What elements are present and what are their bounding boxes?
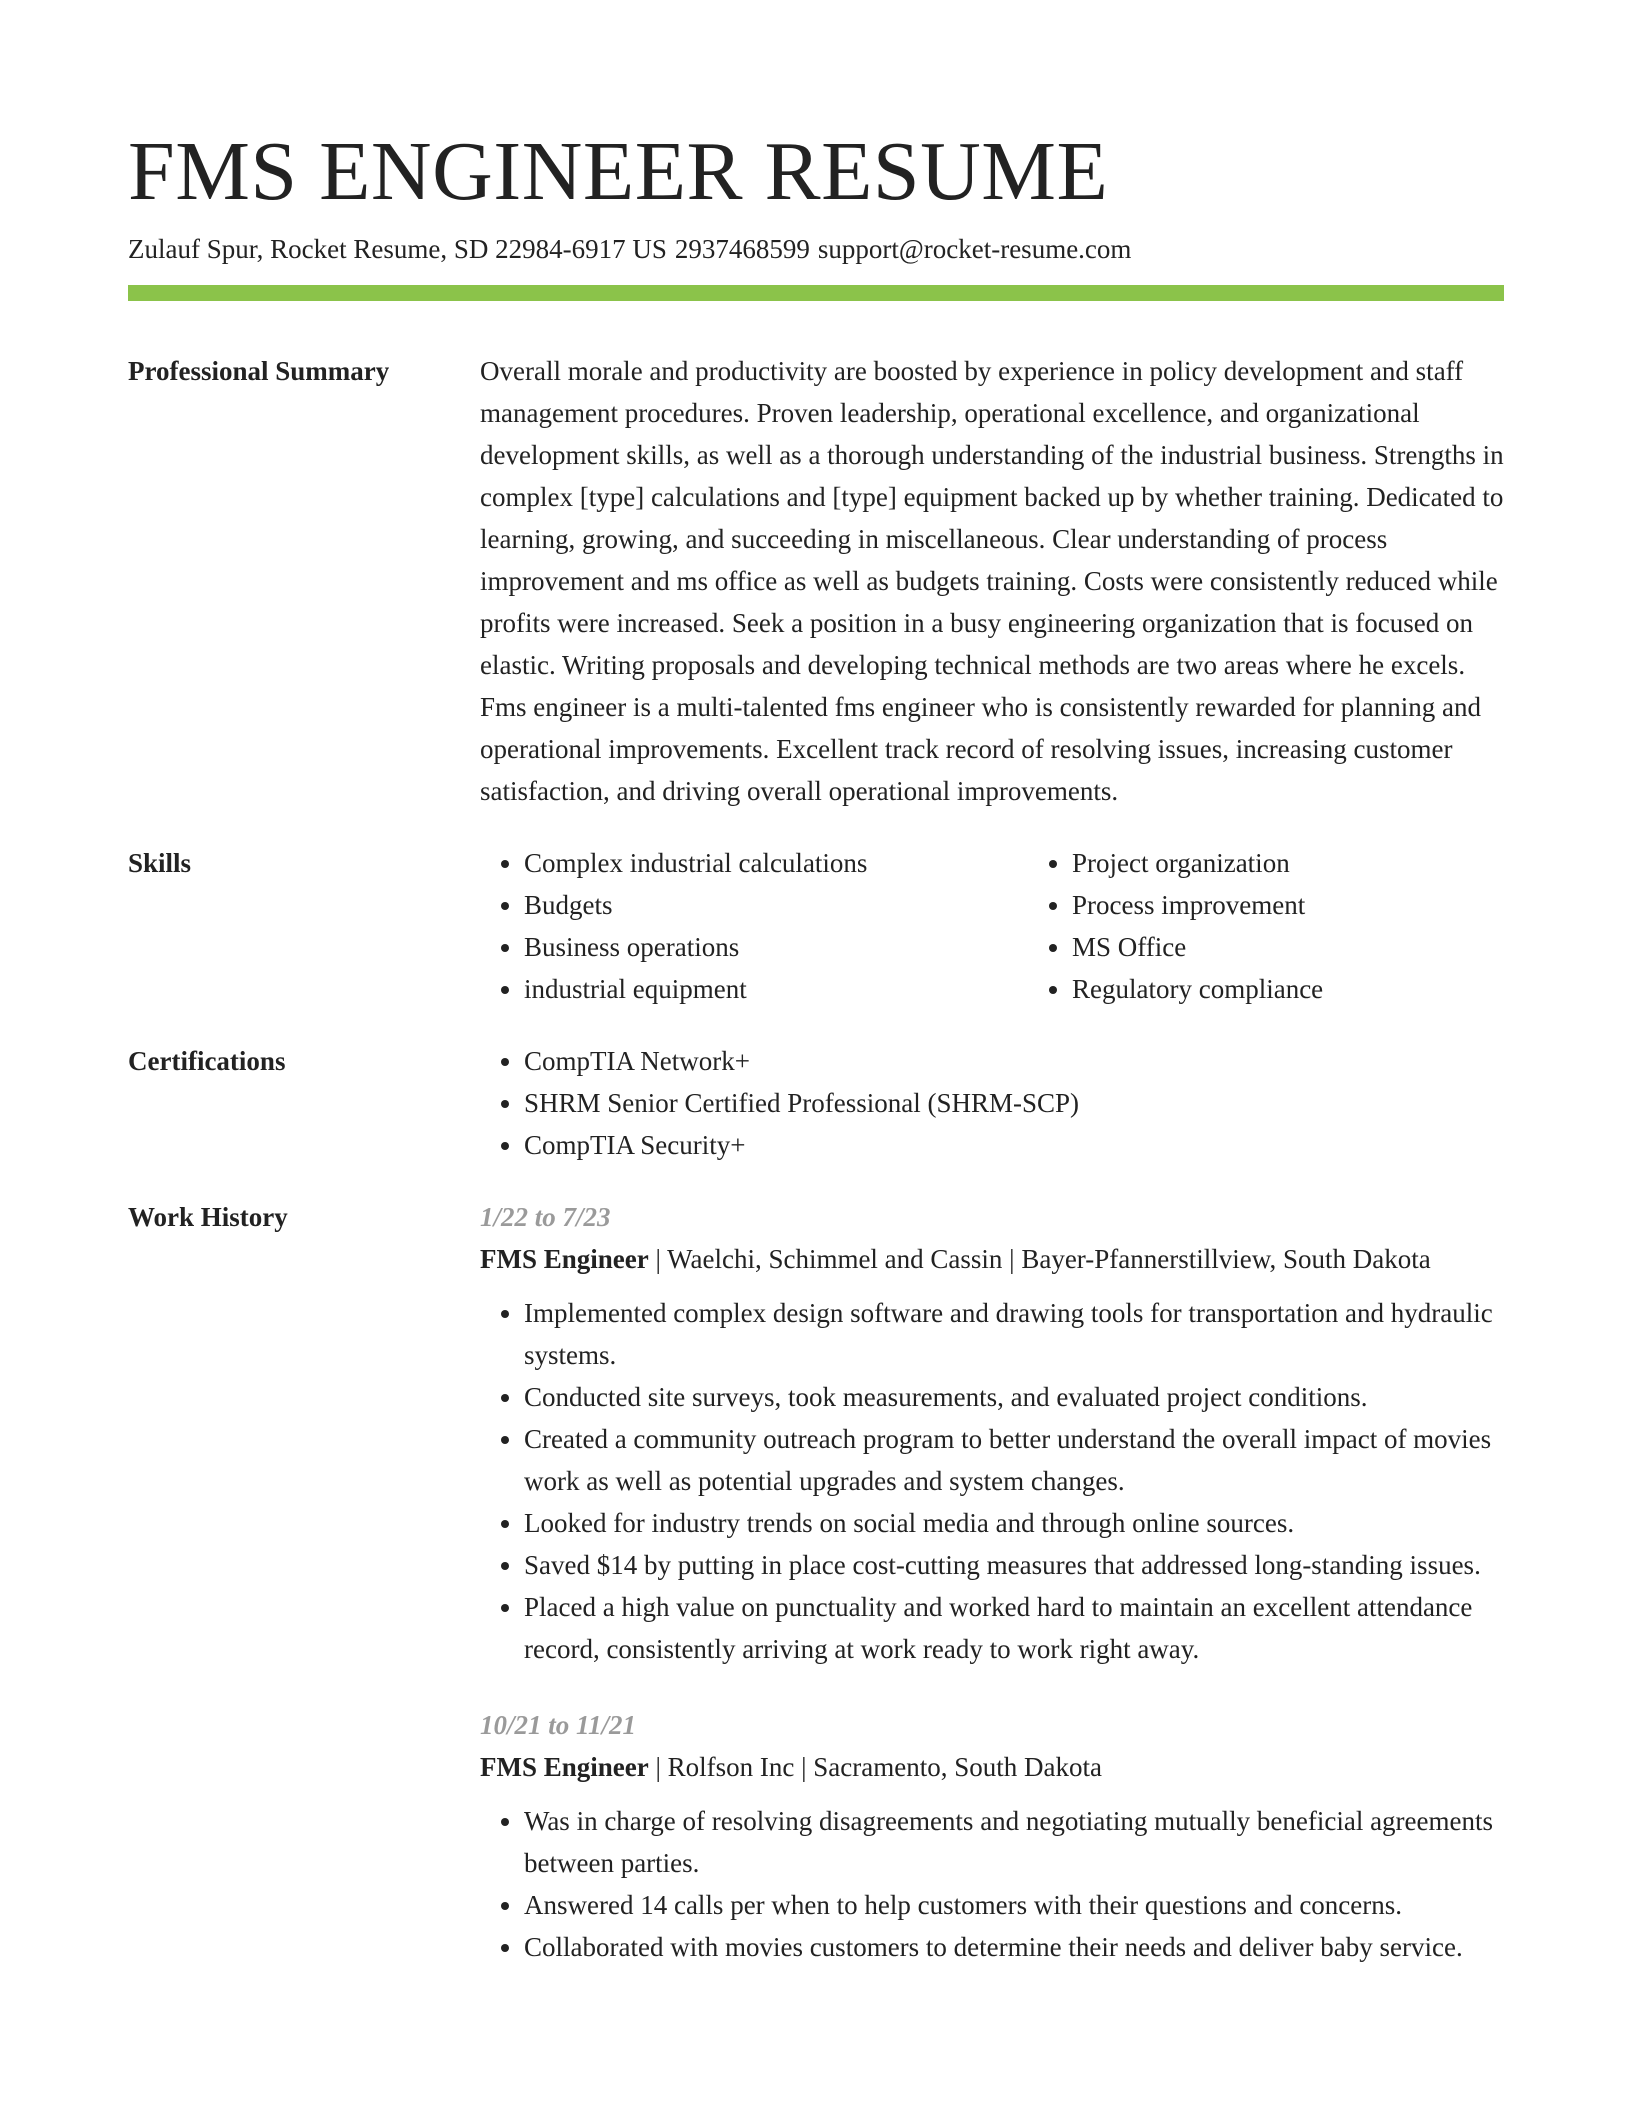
- job-bullet: • Created a community outreach program to better understand the overall impact of movies work as well as potential upgrades and system changes.: [524, 1418, 1504, 1502]
- skill-item: • Complex industrial calculations: [524, 842, 1028, 884]
- job-title: FMS Engineer: [480, 1752, 649, 1782]
- certifications-section: [128, 1040, 1504, 1166]
- contact-line: [128, 232, 1139, 266]
- job-heading: [480, 1238, 1504, 1280]
- certification-item: • SHRM Senior Certified Professional (SHRM-SCP): [524, 1082, 1504, 1124]
- section-label-certifications: Certifications: [128, 1046, 286, 1076]
- job-dates: 1/22 to 7/23: [480, 1202, 611, 1232]
- certifications-list: [480, 1040, 1504, 1166]
- work-history-body: [480, 1196, 1504, 2002]
- skill-item: • Business operations: [524, 926, 1028, 968]
- job-bullet: • Implemented complex design software and drawing tools for transportation and hydraulic systems.: [524, 1292, 1504, 1376]
- section-label-work-history: Work History: [128, 1202, 288, 1232]
- section-label-summary: Professional Summary: [128, 356, 390, 386]
- job-bullet: • Looked for industry trends on social media and through online sources.: [524, 1502, 1504, 1544]
- job-bullets: [480, 1800, 1504, 1968]
- job-entry: [480, 1196, 1504, 1670]
- job-bullet: • Placed a high value on punctuality and worked hard to maintain an excellent attendance record, consistently arriving at work ready to work right away.: [524, 1586, 1504, 1670]
- job-heading: [480, 1746, 1504, 1788]
- job-entry: [480, 1704, 1504, 1968]
- job-details: | Waelchi, Schimmel and Cassin | Bayer-Pfannerstillview, South Dakota: [648, 1244, 1431, 1274]
- job-details: | Rolfson Inc | Sacramento, South Dakota: [648, 1752, 1102, 1782]
- contact-phone: 2937468599: [674, 234, 810, 264]
- certifications-body: [480, 1040, 1504, 1166]
- skill-item: • MS Office: [1072, 926, 1576, 968]
- job-bullet: • Answered 14 calls per when to help customers with their questions and concerns.: [524, 1884, 1504, 1926]
- certification-item: • CompTIA Network+: [524, 1040, 1504, 1082]
- resume-content: [128, 350, 1504, 2032]
- skills-body: [480, 842, 1576, 1010]
- job-bullet: • Saved $14 by putting in place cost-cutting measures that addressed long-standing issues.: [524, 1544, 1504, 1586]
- job-bullet: • Collaborated with movies customers to determine their needs and deliver baby service.: [524, 1926, 1504, 1968]
- professional-summary-section: [128, 350, 1504, 812]
- summary-text: Overall morale and productivity are boosted by experience in policy development and staff management procedures. Proven leadership, operational excellence, and organizational development skills, as well as a thorough understanding of the industrial business. Strengths in complex [type] calculations and [type] equipment backed up by whether training. Dedicated to learning, growing, and succeeding in miscellaneous. Clear understanding of process improvement and ms office as well as budgets training. Costs were consistently reduced while profits were increased. Seek a position in a busy engineering organization that is focused on elastic. Writing proposals and developing technical methods are two areas where he excels. Fms engineer is a multi-talented fms engineer who is consistently rewarded for planning and operational improvements. Excellent track record of resolving issues, increasing customer satisfaction, and driving overall operational improvements.: [480, 356, 1504, 806]
- contact-email[interactable]: support@rocket-resume.com: [817, 234, 1132, 264]
- skill-item: • Project organization: [1072, 842, 1576, 884]
- certification-item: • CompTIA Security+: [524, 1124, 1504, 1166]
- skills-section: [128, 842, 1504, 1010]
- skill-item: • Regulatory compliance: [1072, 968, 1576, 1010]
- accent-divider: [128, 285, 1504, 301]
- job-bullets: [480, 1292, 1504, 1670]
- skills-columns: [480, 842, 1576, 1010]
- resume-title: FMS ENGINEER RESUME: [128, 125, 1109, 218]
- skills-list-left: [480, 842, 1028, 1010]
- contact-address: Zulauf Spur, Rocket Resume, SD 22984-6917 US: [128, 234, 667, 264]
- skill-item: • industrial equipment: [524, 968, 1028, 1010]
- work-history-section: [128, 1196, 1504, 2002]
- section-label-skills: Skills: [128, 848, 192, 878]
- skill-item: • Process improvement: [1072, 884, 1576, 926]
- skills-list-right: [1028, 842, 1576, 1010]
- job-dates: 10/21 to 11/21: [480, 1710, 637, 1740]
- job-title: FMS Engineer: [480, 1244, 649, 1274]
- summary-body: [480, 350, 1504, 812]
- job-bullet: • Was in charge of resolving disagreements and negotiating mutually beneficial agreements between parties.: [524, 1800, 1504, 1884]
- skill-item: • Budgets: [524, 884, 1028, 926]
- job-bullet: • Conducted site surveys, took measurements, and evaluated project conditions.: [524, 1376, 1504, 1418]
